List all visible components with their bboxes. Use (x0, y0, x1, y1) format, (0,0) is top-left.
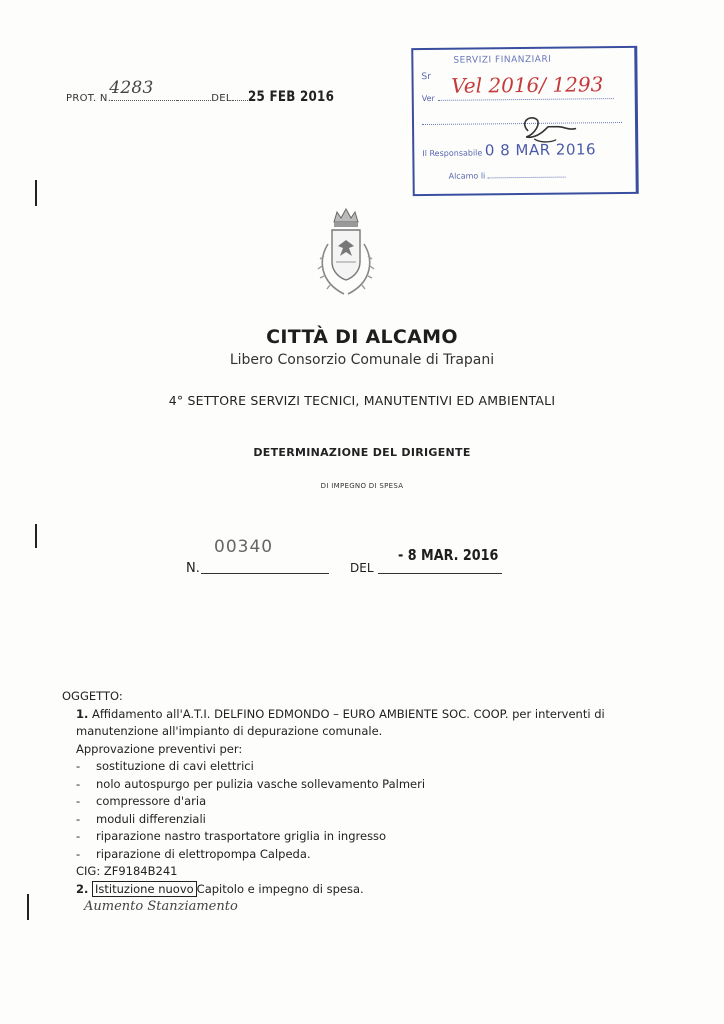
stamp-date: 0 8 MAR 2016 (484, 140, 597, 160)
stamp-reg-prefix: Sr (421, 71, 432, 83)
determination-number: 00340 (214, 537, 274, 557)
protocol-number: 4283 (109, 78, 154, 98)
city-name: CITTÀ DI ALCAMO (266, 326, 458, 348)
protocol-label: PROT. N. (66, 93, 112, 104)
cig-code: CIG: ZF9184B241 (76, 864, 178, 878)
oggetto-item-1 (62, 706, 662, 724)
stamp-reg-label: Ver (421, 93, 435, 104)
document-type: DETERMINAZIONE DEL DIRIGENTE (253, 446, 471, 459)
protocol-del-label: DEL (211, 93, 232, 104)
item-1-number: 1. (76, 706, 89, 721)
document-subtype: DI IMPEGNO DI SPESA (320, 482, 404, 490)
oggetto-label: OGGETTO: (62, 689, 123, 703)
protocol-line (66, 78, 349, 105)
approvazione-label: Approvazione preventivi per: (76, 741, 243, 756)
stamp-header: SERVIZI FINANZIARI (453, 54, 552, 66)
consorzio-name: Libero Consorzio Comunale di Trapani (229, 352, 495, 368)
handwritten-note: Aumento Stanziamento (84, 899, 238, 914)
margin-mark (27, 894, 29, 920)
item-1-text: Affidamento all'A.T.I. DELFINO EDMONDO – EURO AMBIENTE SOC. COOP. per interventi di (92, 706, 605, 721)
item-2-text: Capitolo e impegno di spesa. (196, 881, 364, 896)
list-item: - sostituzione di cavi elettrici (76, 758, 662, 776)
preventivi-list (62, 758, 662, 863)
protocol-date: 25 FEB 2016 (247, 89, 334, 105)
coat-of-arms-icon (310, 206, 382, 302)
determination-del-label: DEL (350, 561, 374, 575)
margin-mark (35, 180, 37, 206)
item-1-continuation: manutenzione all'impianto di depurazione comunale. (76, 724, 383, 738)
list-item: - compressore d'aria (76, 793, 662, 811)
margin-mark (35, 524, 37, 548)
oggetto-section (62, 688, 662, 916)
item-2-number: 2. (76, 881, 89, 896)
list-item: - riparazione nastro trasportatore griglia in ingresso (76, 828, 662, 846)
oggetto-item-2 (62, 881, 662, 899)
settore-name: 4° SETTORE SERVIZI TECNICI, MANUTENTIVI ED AMBIENTALI (168, 393, 556, 408)
list-item: - riparazione di elettropompa Calpeda. (76, 846, 662, 864)
list-item: - nolo autospurgo per pulizia vasche sollevamento Palmeri (76, 776, 662, 794)
stamp-responsabile-label: Il Responsabile (422, 148, 483, 159)
determination-date: - 8 MAR. 2016 (398, 546, 499, 564)
financial-services-stamp (411, 46, 639, 196)
stamp-reg-handwritten: Vel 2016/ 1293 (451, 72, 604, 98)
list-item: - moduli differenziali (76, 811, 662, 829)
signature-icon (514, 112, 584, 147)
stamp-alcamo-label: Alcamo li (448, 171, 486, 181)
determination-n-label: N. (186, 561, 200, 576)
item-2-boxed-text: Istituzione nuovo (92, 881, 197, 897)
stamp-alcamo-row (423, 171, 566, 181)
determination-number-line (186, 537, 506, 577)
